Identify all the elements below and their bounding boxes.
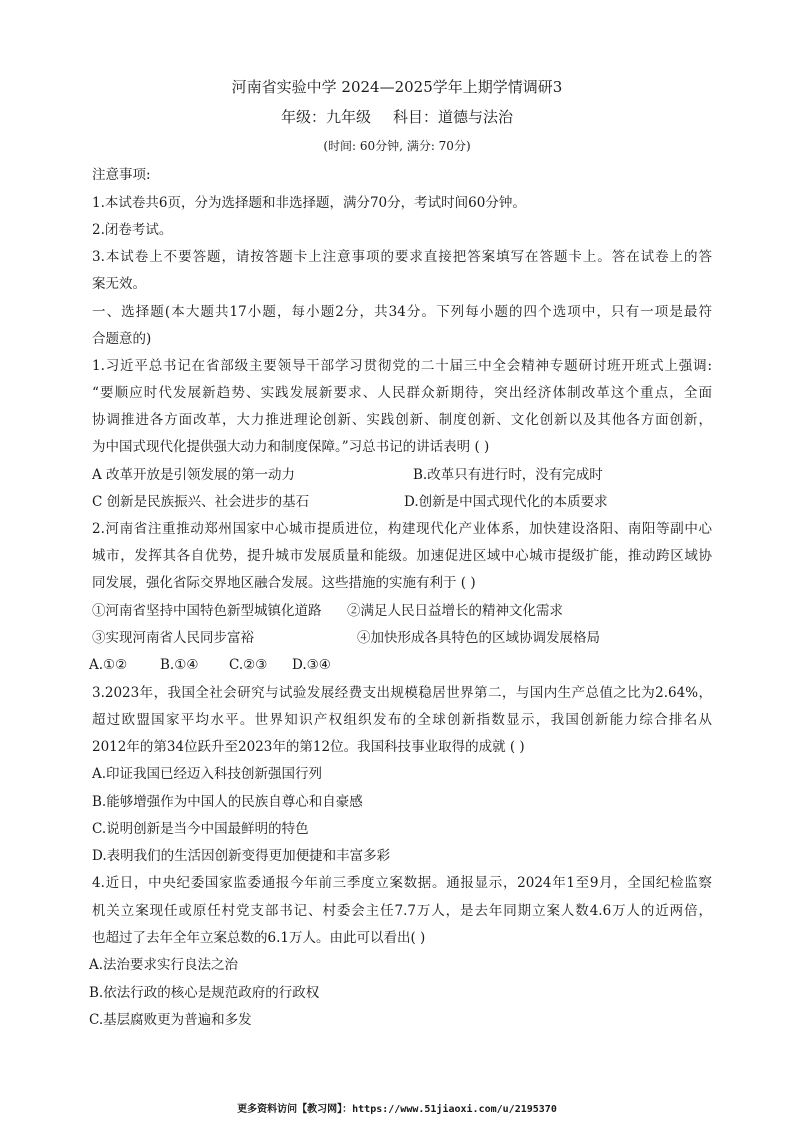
q3-option-a: A.印证我国已经迈入科技创新强国行列 <box>92 766 323 782</box>
q4-option-b: B.依法行政的核心是规范政府的行政权 <box>89 985 320 1001</box>
footer-label: 更多资料访问【教习网】： <box>237 1104 353 1115</box>
exam-meta: (时间: 60分钟, 满分: 70分) <box>323 139 471 153</box>
q1-stem-line-3: 协调推进各方面改革，大力推进理论创新、实践创新、制度创新、文化创新以及其他各方面创新， <box>92 412 712 428</box>
note-2: 2.闭卷考试。 <box>92 222 173 238</box>
q4-option-c: C.基层腐败更为普遍和多发 <box>89 1012 252 1028</box>
q1-option-c: C 创新是民族振兴、社会进步的基石 <box>92 494 310 510</box>
note-3-line-2: 案无效。 <box>92 276 146 292</box>
footer-link[interactable]: https://www.51jiaoxi.com/u/2195370 <box>352 1104 557 1115</box>
q3-option-d: D.表明我们的生活因创新变得更加便捷和丰富多彩 <box>92 848 391 864</box>
subject-label: 科目：道德与法治 <box>393 108 514 126</box>
grade-label: 年级：九年级 <box>280 108 371 126</box>
page-footer <box>0 1100 794 1115</box>
q2-option-d: D.③④ <box>292 657 331 673</box>
q4-stem-line-3: 也超过了去年全年立案总数的6.1万人。由此可以看出( ) <box>92 930 426 946</box>
q1-stem-line-4: 为中国式现代化提供强大动力和制度保障。”习总书记的讲话表明 ( ) <box>92 439 490 455</box>
q4-stem-line-1: 4.近日，中央纪委国家监委通报今年前三季度立案数据。通报显示，2024年1至9月，全国纪检监察 <box>92 875 712 891</box>
q2-stem-line-3: 同发展，强化省际交界地区融合发展。这些措施的实施有利于 ( ) <box>92 575 476 591</box>
q2-stem-line-1: 2.河南省注重推动郑州国家中心城市提质进位，构建现代化产业体系，加快建设洛阳、南阳等副中心 <box>92 521 712 537</box>
q2-item-3: ③实现河南省人民同步富裕 <box>92 630 254 646</box>
q1-option-b: B.改革只有进行时，没有完成时 <box>413 467 603 483</box>
q2-option-a: A.①② <box>89 657 128 673</box>
q2-item-2: ②满足人民日益增长的精神文化需求 <box>347 603 563 619</box>
q2-option-c: C.②③ <box>229 657 268 673</box>
q3-stem-line-3: 2012年的第34位跃升至2023年的第12位。我国科技事业取得的成就 ( ) <box>92 739 525 755</box>
q2-stem-line-2: 城市，发挥其各自优势，提升城市发展质量和能级。加速促进区域中心城市提级扩能，推动跨区域协 <box>92 548 712 564</box>
q3-option-b: B.能够增强作为中国人的民族自尊心和自豪感 <box>92 794 363 810</box>
q3-stem-line-1: 3.2023年，我国全社会研究与试验发展经费支出规模稳居世界第二，与国内生产总值之比为2.64%， <box>92 685 712 701</box>
q1-option-a: A 改革开放是引领发展的第一动力 <box>92 467 296 483</box>
note-1: 1.本试卷共6页，分为选择题和非选择题，满分70分，考试时间60分钟。 <box>92 195 526 211</box>
q1-stem-line-2: “要顺应时代发展新趋势、实践发展新要求、人民群众新期待，突出经济体制改革这个重点，全面 <box>92 385 712 401</box>
q4-stem-line-2: 机关立案现任或原任村党支部书记、村委会主任7.7万人，是去年同期立案人数4.6万人的近两倍， <box>92 903 712 919</box>
q1-stem-line-1: 1.习近平总书记在省部级主要领导干部学习贯彻党的二十届三中全会精神专题研讨班开班式上强调: <box>92 358 712 374</box>
q4-option-a: A.法治要求实行良法之治 <box>89 957 239 973</box>
q1-option-d: D.创新是中国式现代化的本质要求 <box>404 494 608 510</box>
notes-heading: 注意事项: <box>92 167 151 183</box>
q2-item-1: ①河南省坚持中国特色新型城镇化道路 <box>92 603 322 619</box>
exam-subtitle <box>0 106 794 127</box>
exam-title: 河南省实验中学 2024—2025学年上期学情调研3 <box>231 78 563 96</box>
q3-option-c: C.说明创新是当今中国最鲜明的特色 <box>92 821 309 837</box>
section-heading-line-2: 合题意的) <box>92 331 152 347</box>
q3-stem-line-2: 超过欧盟国家平均水平。世界知识产权组织发布的全球创新指数显示，我国创新能力综合排名从 <box>92 712 712 728</box>
section-heading-line-1: 一、选择题(本大题共17小题，每小题2分，共34分。下列每小题的四个选项中，只有一项是最符 <box>92 304 712 320</box>
q2-item-4: ④加快形成各具特色的区域协调发展格局 <box>357 630 600 646</box>
note-3-line-1: 3.本试卷上不要答题，请按答题卡上注意事项的要求直接把答案填写在答题卡上。答在试卷上的答 <box>92 249 712 265</box>
q2-option-b: B.①④ <box>160 657 199 673</box>
